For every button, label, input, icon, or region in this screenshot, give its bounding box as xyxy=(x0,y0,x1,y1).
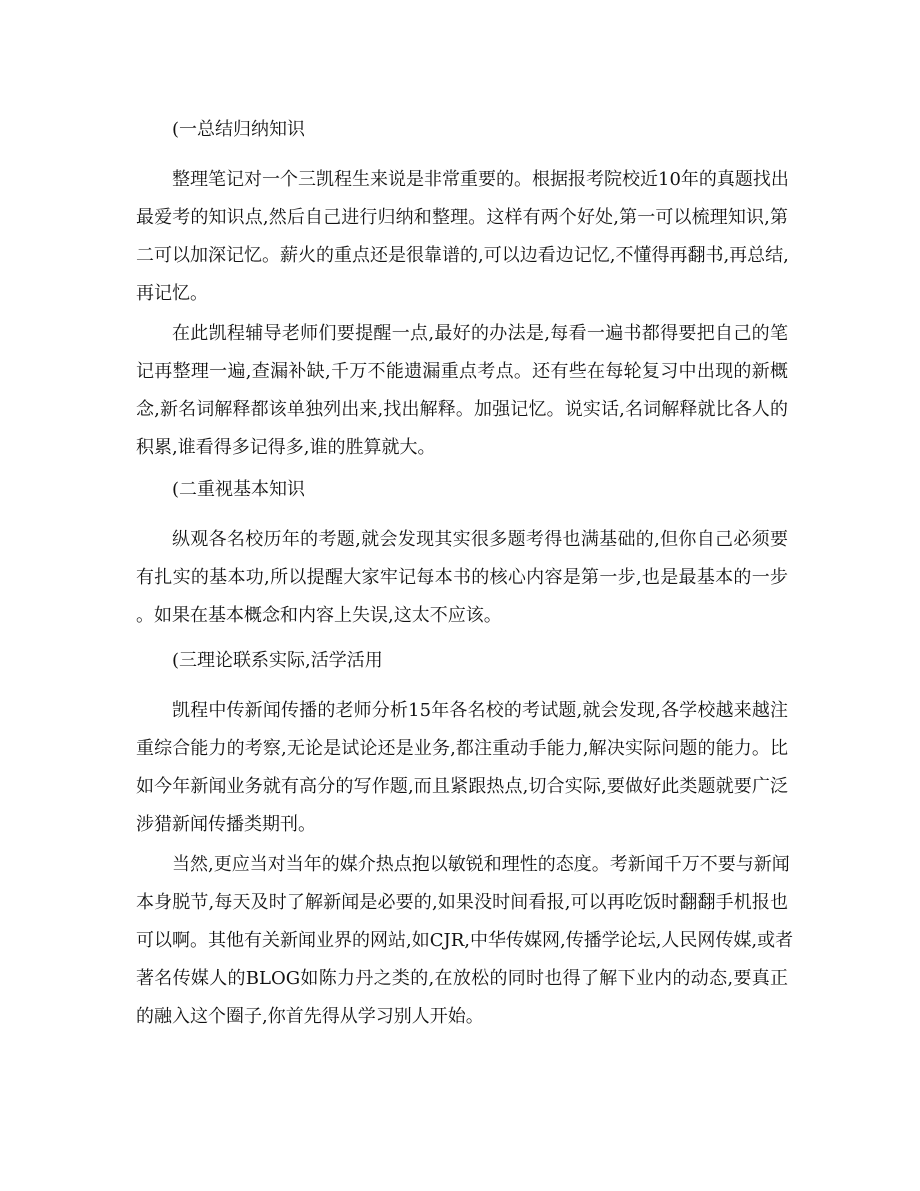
paragraph-notes xyxy=(136,161,788,313)
paragraph-reminder xyxy=(136,315,788,467)
text-line: 积累,谁看得多记得多,谁的胜算就大。 xyxy=(136,437,436,458)
text-line: 涉猎新闻传播类期刊。 xyxy=(136,814,316,835)
text-line: 的融入这个圈子,你首先得从学习别人开始。 xyxy=(136,1006,484,1027)
text-line: 整理笔记对一个三凯程生来说是非常重要的。根据报考院校近10年的真题找出 xyxy=(172,169,789,190)
section-heading-3: (三理论联系实际,活学活用 xyxy=(172,650,383,671)
text-line: 著名传媒人的BLOG如陈力丹之类的,在放松的同时也得了解下业内的动态,要真正 xyxy=(136,968,788,989)
text-line: 纵观各名校历年的考题,就会发现其实很多题考得也满基础的,但你自己必须要 xyxy=(172,529,788,550)
text-line: 当然,更应当对当年的媒介热点抱以敏锐和理性的态度。考新闻千万不要与新闻 xyxy=(172,854,790,875)
section-heading-1: (一总结归纳知识 xyxy=(172,119,306,140)
text-line: 可以啊。其他有关新闻业界的网站,如CJR,中华传媒网,传播学论坛,人民网传媒,或者 xyxy=(136,930,794,951)
section-heading-2: (二重视基本知识 xyxy=(172,479,306,500)
paragraph-practice xyxy=(136,692,788,844)
text-line: 凯程中传新闻传播的老师分析15年各名校的考试题,就会发现,各学校越来越注 xyxy=(172,700,788,721)
paragraph-media xyxy=(136,846,794,1036)
text-line: 。如果在基本概念和内容上失误,这太不应该。 xyxy=(136,605,502,626)
text-line: 念,新名词解释都该单独列出来,找出解释。加强记忆。说实话,名词解释就比各人的 xyxy=(136,399,788,420)
text-line: 记再整理一遍,查漏补缺,千万不能遗漏重点考点。还有些在每轮复习中出现的新概 xyxy=(136,361,788,382)
text-line: 如今年新闻业务就有高分的写作题,而且紧跟热点,切合实际,要做好此类题就要广泛 xyxy=(136,776,788,797)
text-line: 有扎实的基本功,所以提醒大家牢记每本书的核心内容是第一步,也是最基本的一步 xyxy=(136,567,788,588)
text-line: 再记忆。 xyxy=(136,283,208,304)
text-line: 在此凯程辅导老师们要提醒一点,最好的办法是,每看一遍书都得要把自己的笔 xyxy=(172,323,788,344)
text-line: 本身脱节,每天及时了解新闻是必要的,如果没时间看报,可以再吃饭时翻翻手机报也 xyxy=(136,892,788,913)
text-line: 重综合能力的考察,无论是试论还是业务,都注重动手能力,解决实际问题的能力。比 xyxy=(136,738,788,759)
text-line: 二可以加深记忆。薪火的重点还是很靠谱的,可以边看边记忆,不懂得再翻书,再总结, xyxy=(136,245,789,266)
paragraph-basics xyxy=(136,521,788,635)
text-line: 最爱考的知识点,然后自己进行归纳和整理。这样有两个好处,第一可以梳理知识,第 xyxy=(136,207,788,228)
